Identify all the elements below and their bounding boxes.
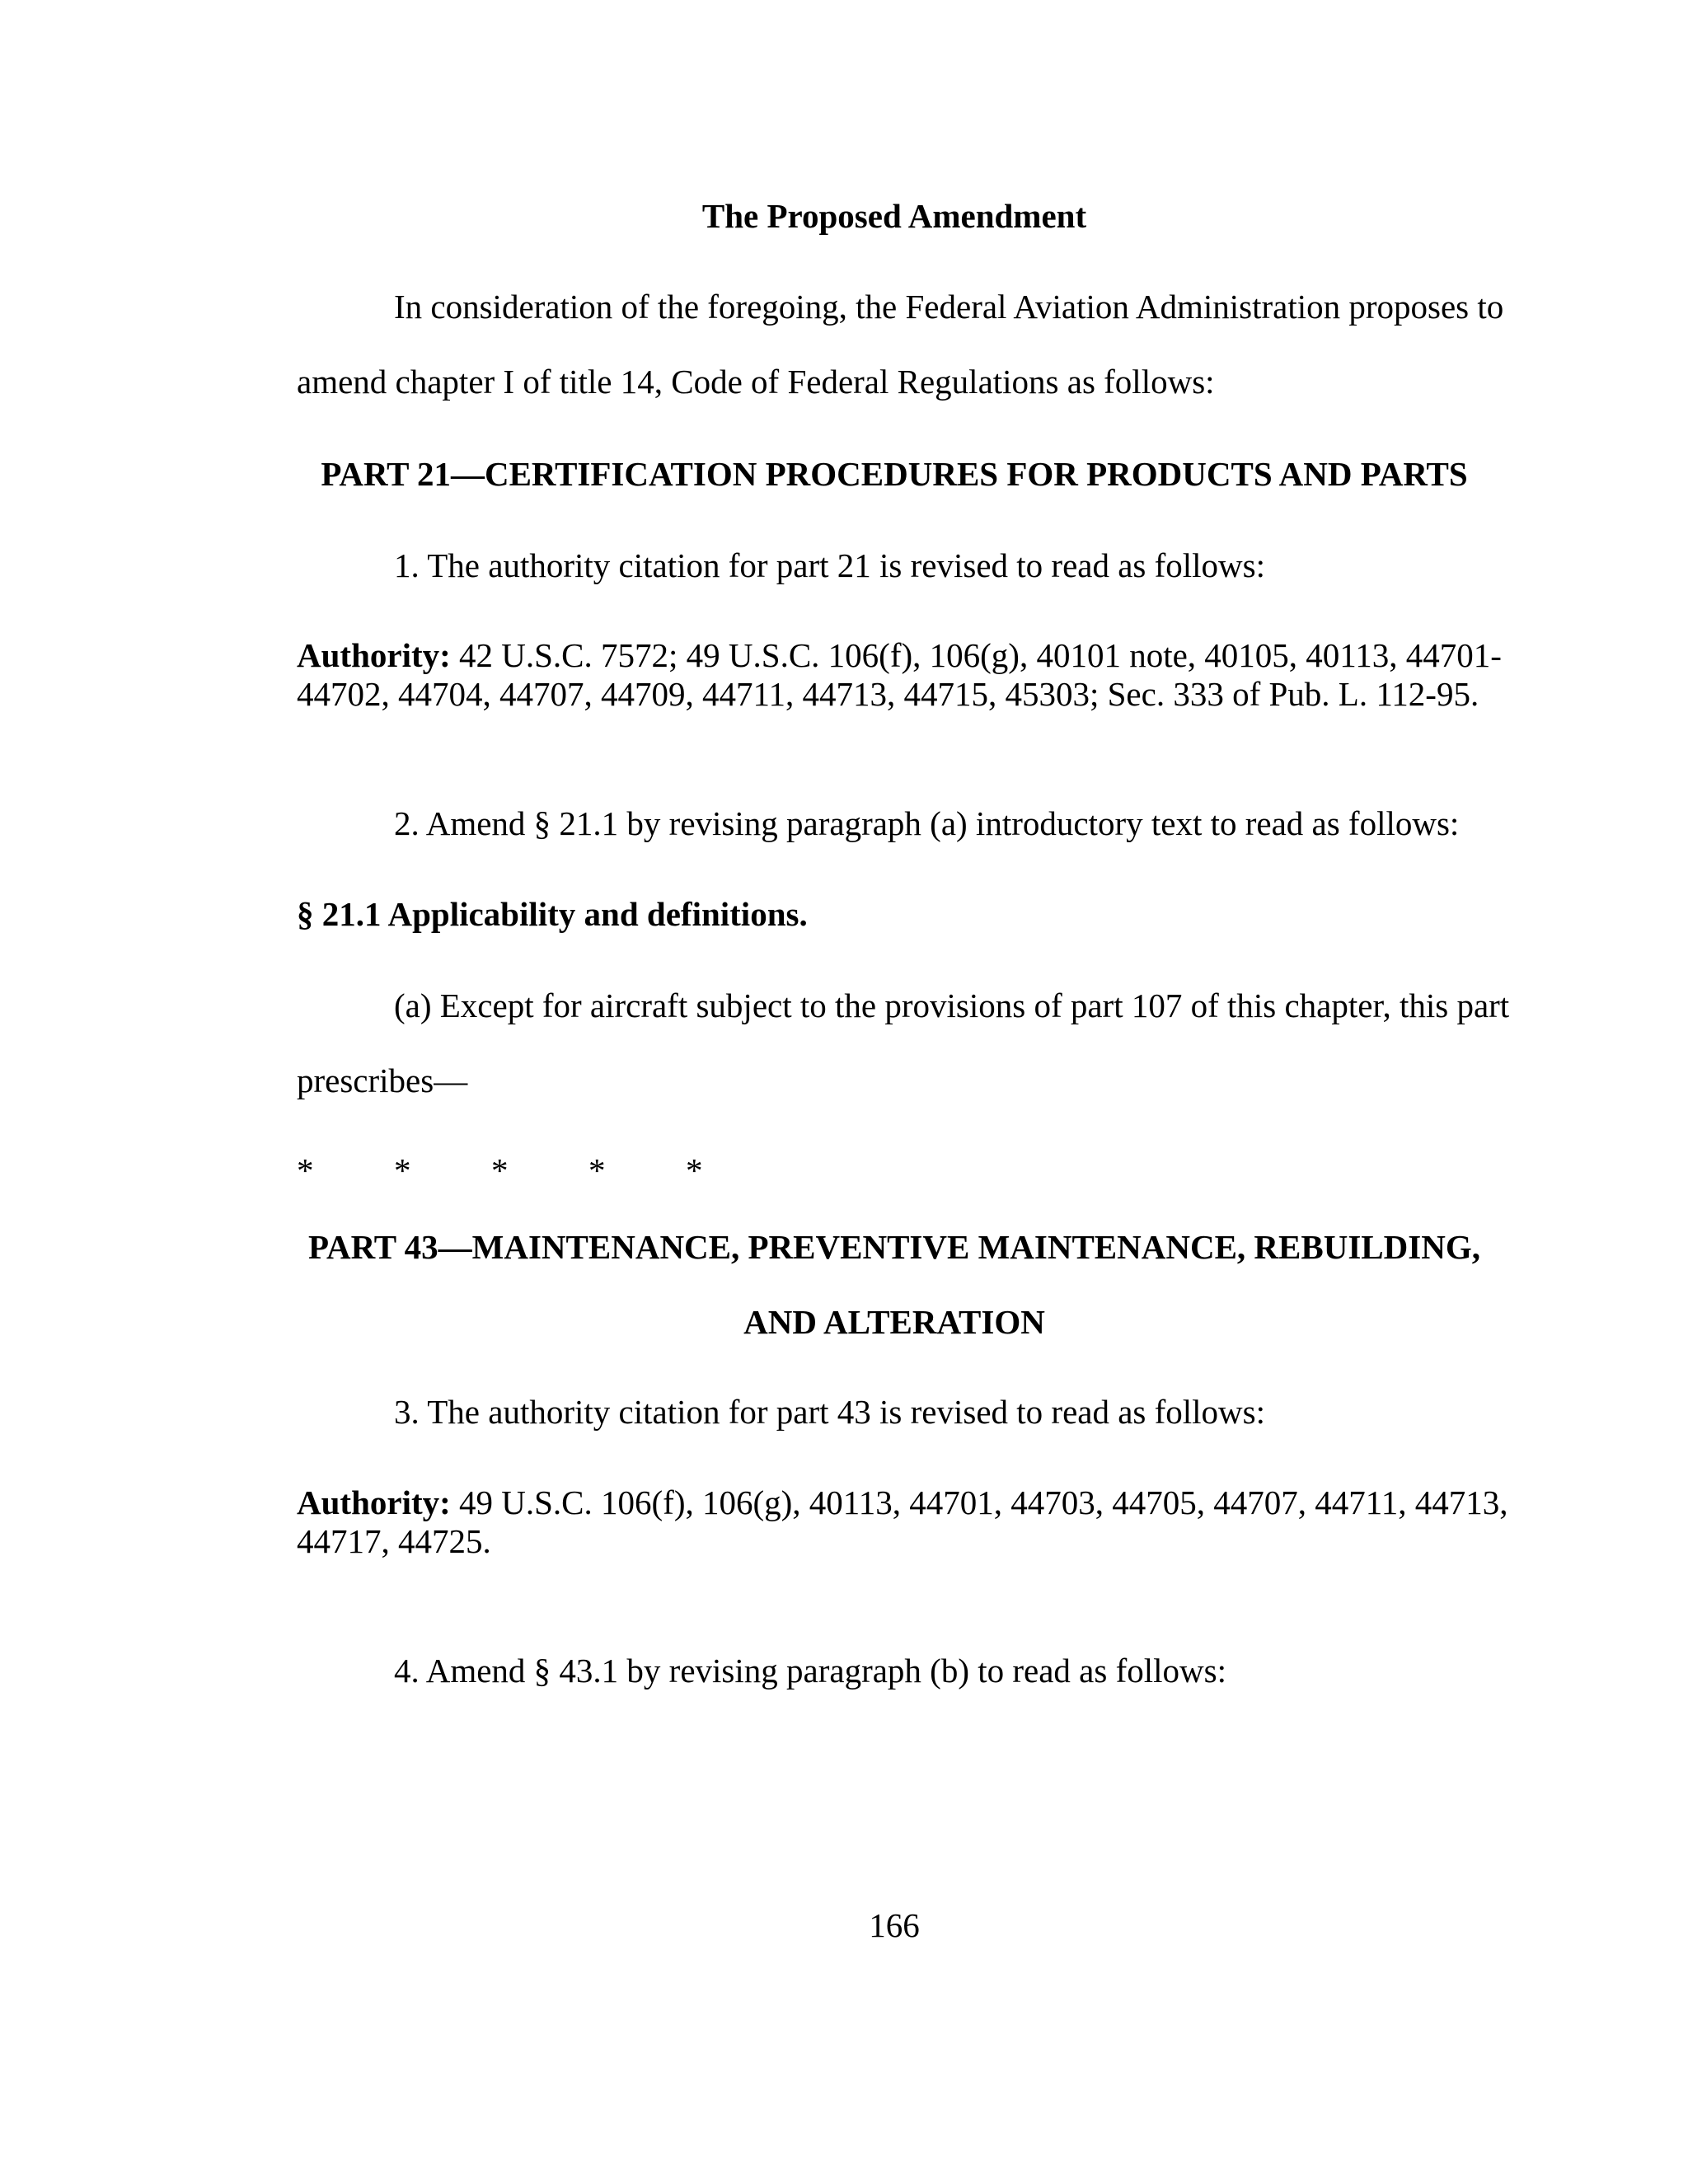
intro-line-1: In consideration of the foregoing, the Federal Aviation Administration proposes to [394, 288, 1504, 326]
star: * [588, 1151, 606, 1189]
part-21-instruction-1: 1. The authority citation for part 21 is revised to read as follows: [394, 546, 1266, 584]
page-title: The Proposed Amendment [701, 197, 1087, 235]
part-43-instruction-3: 3. The authority citation for part 43 is revised to read as follows: [394, 1393, 1266, 1431]
star: * [297, 1151, 314, 1189]
part-43-authority-line-1 [297, 1483, 1508, 1521]
part-21-authority-line-2: 44702, 44704, 44707, 44709, 44711, 44713, 44715, 45303; Sec. 333 of Pub. L. 112-95. [297, 675, 1479, 713]
part-43-instruction-4: 4. Amend § 43.1 by revising paragraph (b) to read as follows: [394, 1652, 1226, 1690]
authority-text: 49 U.S.C. 106(f), 106(g), 40113, 44701, 44703, 44705, 44707, 44711, 44713, [459, 1483, 1508, 1521]
star: * [686, 1151, 703, 1189]
intro-line-2: amend chapter I of title 14, Code of Federal Regulations as follows: [297, 363, 1215, 401]
section-21-1-paragraph-line-2: prescribes— [297, 1062, 468, 1099]
omission-stars [0, 1151, 1688, 1191]
star: * [491, 1151, 509, 1189]
authority-text: 42 U.S.C. 7572; 49 U.S.C. 106(f), 106(g), 40101 note, 40105, 40113, 44701- [459, 636, 1502, 674]
part-43-heading-line-1: PART 43—MAINTENANCE, PREVENTIVE MAINTENANCE, REBUILDING, [308, 1228, 1480, 1266]
part-21-authority-line-1 [297, 636, 1502, 674]
authority-label: Authority: [297, 1483, 451, 1521]
star: * [394, 1151, 411, 1189]
part-43-heading-line-2: AND ALTERATION [743, 1303, 1045, 1341]
part-21-heading: PART 21—CERTIFICATION PROCEDURES FOR PRODUCTS AND PARTS [321, 455, 1468, 493]
section-21-1-heading: § 21.1 Applicability and definitions. [297, 895, 808, 933]
page-number: 166 [869, 1906, 920, 1944]
part-43-authority-line-2: 44717, 44725. [297, 1522, 491, 1560]
part-21-instruction-2: 2. Amend § 21.1 by revising paragraph (a) introductory text to read as follows: [394, 804, 1460, 842]
section-21-1-paragraph-line-1: (a) Except for aircraft subject to the provisions of part 107 of this chapter, this part [394, 987, 1510, 1024]
authority-label: Authority: [297, 636, 451, 674]
